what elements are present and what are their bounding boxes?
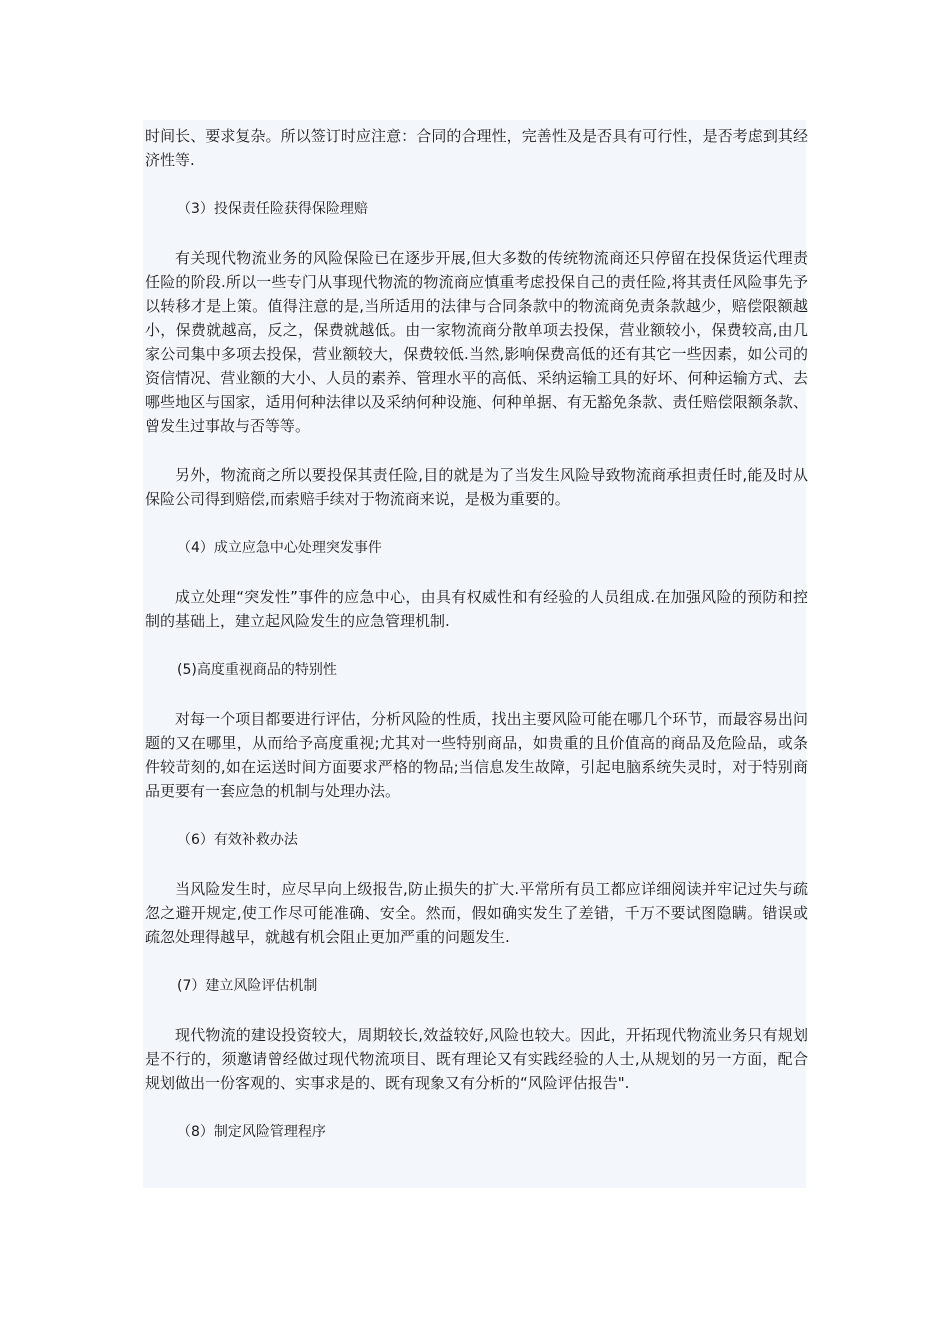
paragraph-special-goods: 对每一个项目都要进行评估，分析风险的性质，找出主要风险可能在哪几个环节，而最容易出问题的又在哪里，从而给予高度重视;尤其对一些特别商品，如贵重的且价值高的商品及危险品，或条件较苛刻的,如在运送时间方面要求严格的物品;当信息发生故障，引起电脑系统失灵时，对于特别商品更要有一套应急的机制与处理办法。 (145, 710, 808, 800)
document-body (145, 124, 808, 1144)
heading-remedy: （6）有效补救办法 (177, 832, 298, 848)
paragraph-insurance-details: 有关现代物流业务的风险保险已在逐步开展,但大多数的传统物流商还只停留在投保货运代理责任险的阶段.所以一些专门从事现代物流的物流商应慎重考虑投保自己的责任险,将其责任风险事先予以转移才是上策。值得注意的是,当所适用的法律与合同条款中的物流商免责条款越少，赔偿限额越小，保费就越高，反之，保费就越低。由一家物流商分散单项去投保，营业额较小，保费较高,由几家公司集中多项去投保，营业额较大，保费较低.当然,影响保费高低的还有其它一些因素，如公司的资信情况、营业额的大小、人员的素养、管理水平的高低、采纳运输工具的好坏、何种运输方式、去哪些地区与国家，适用何种法律以及采纳何种设施、何种单据、有无豁免条款、责任赔偿限额条款、曾发生过事故与否等等。 (145, 249, 808, 435)
paragraph-risk-assessment: 现代物流的建设投资较大，周期较长,效益较好,风险也较大。因此，开拓现代物流业务只有规划是不行的，须邀请曾经做过现代物流项目、既有理论又有实践经验的人士,从规划的另一方面，配合规划做出一份客观的、实事求是的、既有现象又有分析的“风险评估报告". (145, 1026, 808, 1092)
heading-special-goods: (5)高度重视商品的特别性 (177, 662, 337, 678)
heading-liability-insurance: （3）投保责任险获得保险理赔 (177, 201, 368, 217)
heading-risk-assessment: (7）建立风险评估机制 (177, 978, 318, 994)
paragraph-emergency-center: 成立处理“突发性”事件的应急中心，由具有权威性和有经验的人员组成.在加强风险的预防和控制的基础上，建立起风险发生的应急管理机制. (145, 588, 808, 630)
paragraph-insurance-purpose: 另外，物流商之所以要投保其责任险,目的就是为了当发生风险导致物流商承担责任时,能及时从保险公司得到赔偿,而索赔手续对于物流商来说，是极为重要的。 (145, 466, 808, 508)
heading-emergency-center: （4）成立应急中心处理突发事件 (177, 540, 382, 556)
heading-risk-procedure: （8）制定风险管理程序 (177, 1124, 326, 1140)
paragraph-contract-notes: 时间长、要求复杂。所以签订时应注意：合同的合理性，完善性及是否具有可行性，是否考虑到其经济性等. (145, 127, 808, 169)
paragraph-remedy: 当风险发生时，应尽早向上级报告,防止损失的扩大.平常所有员工都应详细阅读并牢记过失与疏忽之避开规定,使工作尽可能准确、安全。然而，假如确实发生了差错，千万不要试图隐瞒。错误或疏忽处理得越早，就越有机会阻止更加严重的问题发生. (145, 880, 808, 946)
